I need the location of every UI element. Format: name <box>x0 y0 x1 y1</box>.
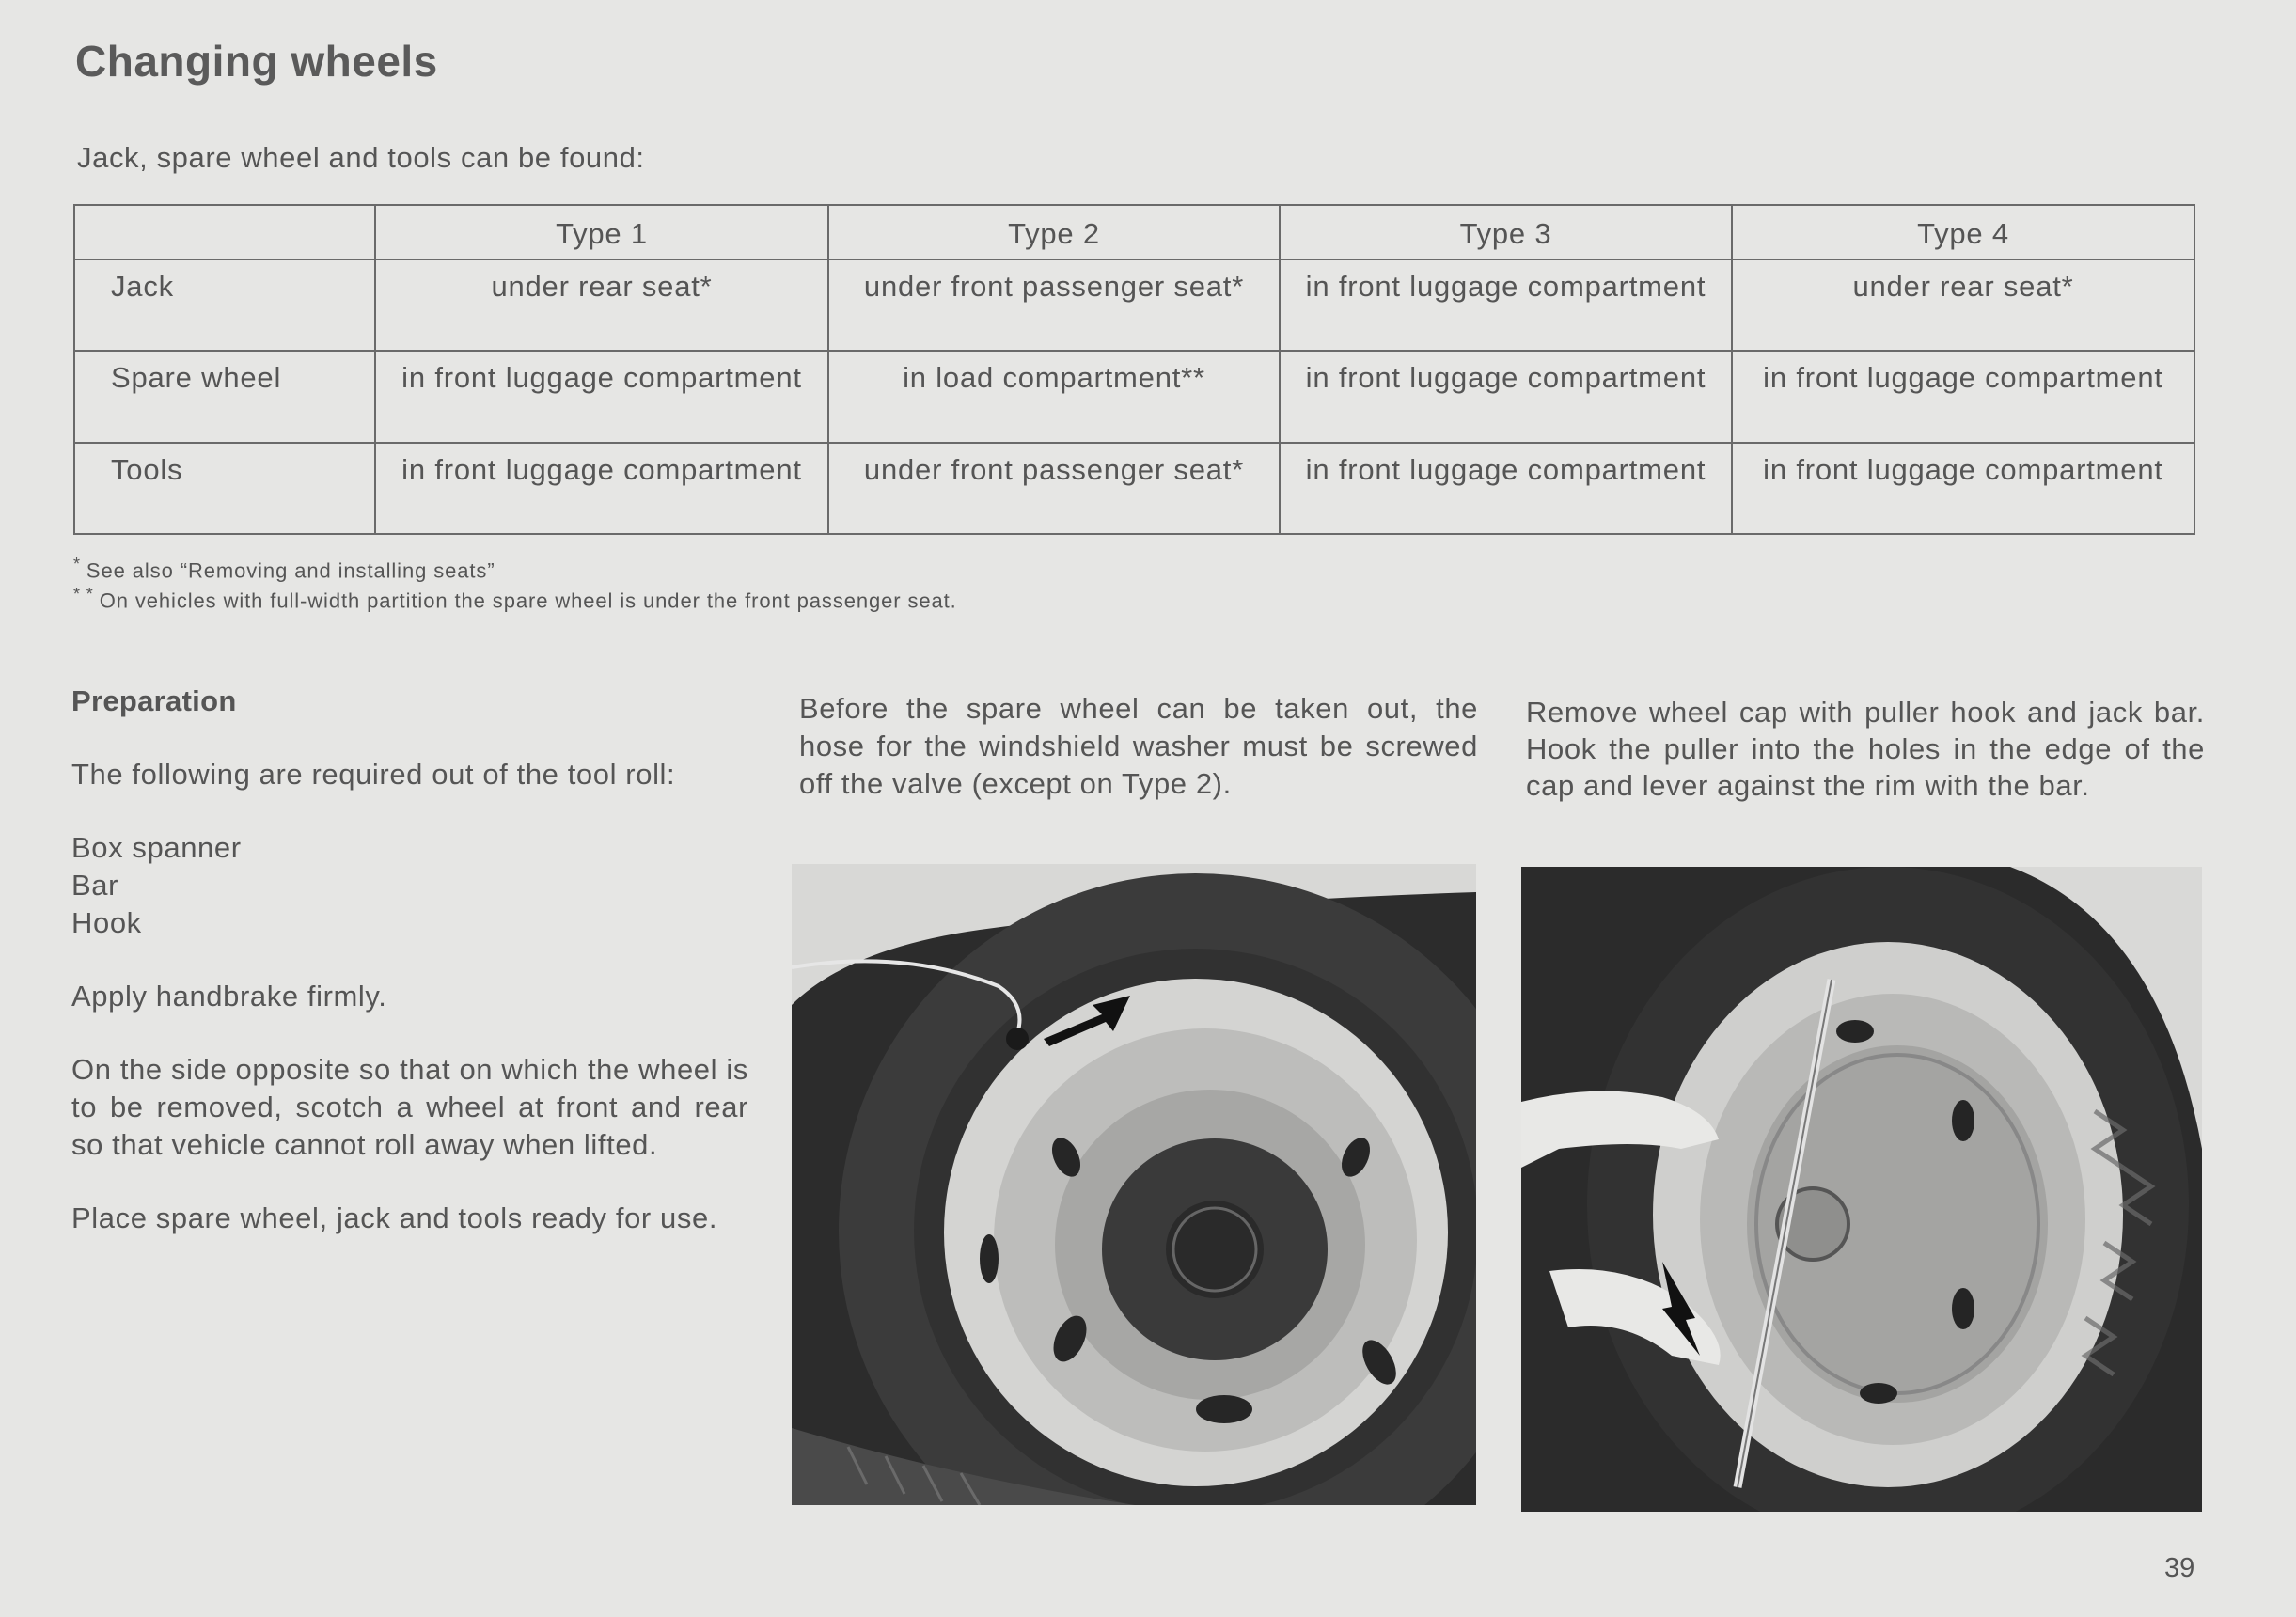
footnote-mark: * * <box>73 585 94 604</box>
wheel-cap-illustration <box>1521 867 2202 1512</box>
table-header-cell <box>74 205 375 259</box>
hose-instruction: Before the spare wheel can be taken out, the hose for the windshield washer must be screwed off the valve (except on Type 2). <box>799 692 1478 800</box>
tool-item: Box spanner <box>71 831 242 864</box>
tool-item: Hook <box>71 906 142 939</box>
table-cell: under rear seat* <box>375 259 828 351</box>
table-header-cell: Type 1 <box>375 205 828 259</box>
table-cell: in front luggage compartment <box>1732 443 2194 534</box>
table-header-cell: Type 2 <box>828 205 1280 259</box>
row-label: Spare wheel <box>74 351 375 442</box>
table-row <box>74 259 2194 351</box>
footnote-text: On vehicles with full-width partition the spare wheel is under the front passenger seat. <box>99 589 957 613</box>
table-header-cell: Type 4 <box>1732 205 2194 259</box>
table-cell: in load compartment** <box>828 351 1280 442</box>
table-cell: under front passenger seat* <box>828 259 1280 351</box>
table-cell: in front luggage compartment <box>1280 351 1732 442</box>
ready-text: Place spare wheel, jack and tools ready for use. <box>71 1201 718 1234</box>
wheel-cap-removal-photo <box>1521 867 2202 1512</box>
table-cell: in front luggage compartment <box>1280 443 1732 534</box>
table-row <box>74 443 2194 534</box>
footnote <box>73 585 957 613</box>
table-cell: in front luggage compartment <box>1280 259 1732 351</box>
wheel-cap-instruction: Remove wheel cap with puller hook and jack bar. Hook the puller into the holes in the edge of the cap and lever against the rim with the bar. <box>1526 696 2205 802</box>
table-cell: in front luggage compartment <box>375 443 828 534</box>
table-cell: in front luggage compartment <box>1732 351 2194 442</box>
table-cell: under rear seat* <box>1732 259 2194 351</box>
tool-list <box>71 829 748 942</box>
scotch-text: On the side opposite so that on which the wheel is to be removed, scotch a wheel at front and rear so that vehicle cannot roll away when lifted. <box>71 1053 748 1161</box>
preparation-column <box>71 683 748 1273</box>
row-label: Tools <box>74 443 375 534</box>
footnote-text: See also “Removing and installing seats” <box>86 558 495 583</box>
table-cell: in front luggage compartment <box>375 351 828 442</box>
location-table <box>73 204 2195 535</box>
handbrake-text: Apply handbrake firmly. <box>71 980 387 1013</box>
row-label: Jack <box>74 259 375 351</box>
table-cell: under front passenger seat* <box>828 443 1280 534</box>
preparation-heading: Preparation <box>71 684 237 717</box>
footnote <box>73 555 495 583</box>
page-number: 39 <box>2164 1553 2195 1583</box>
table-header-row <box>74 205 2194 259</box>
footnote-mark: * <box>73 555 81 573</box>
intro-text: Jack, spare wheel and tools can be found: <box>77 141 645 174</box>
spare-wheel-photo <box>792 864 1476 1505</box>
tool-item: Bar <box>71 869 119 902</box>
table-header-cell: Type 3 <box>1280 205 1732 259</box>
required-text: The following are required out of the tool roll: <box>71 758 676 791</box>
page-title: Changing wheels <box>75 37 438 86</box>
spare-wheel-illustration <box>792 864 1476 1505</box>
table-row <box>74 351 2194 442</box>
